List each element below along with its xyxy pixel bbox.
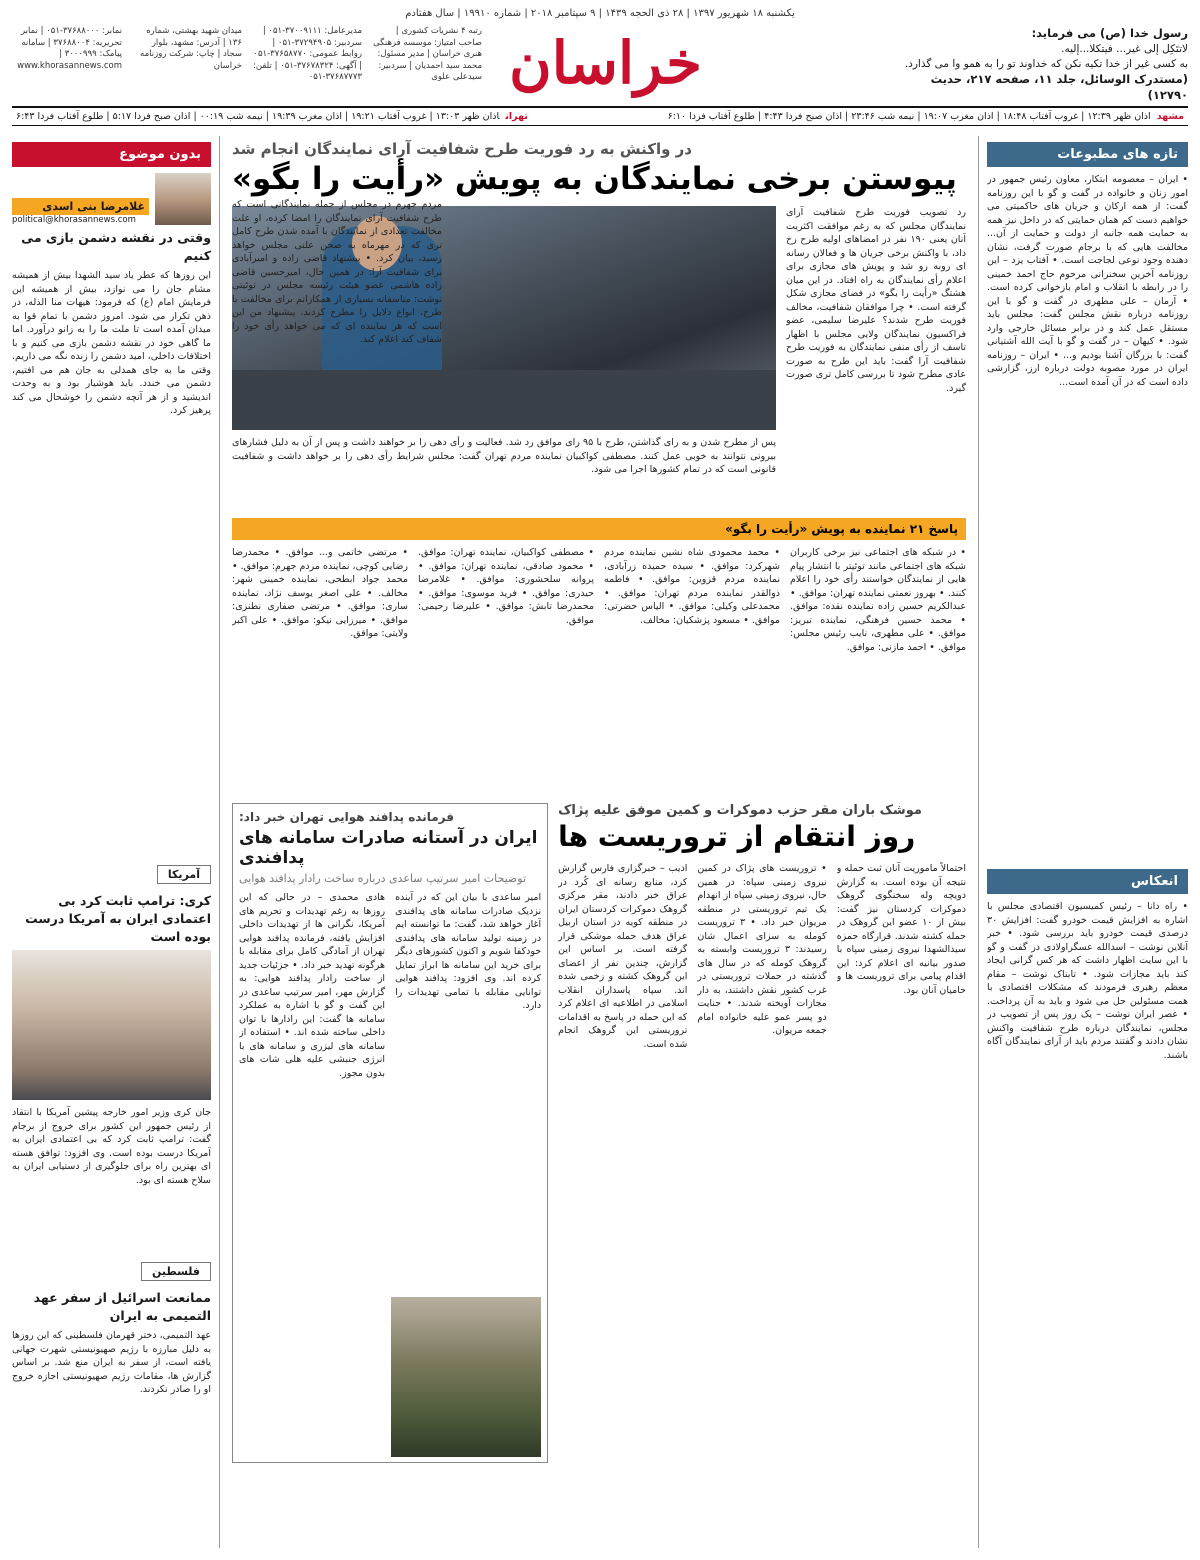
imprint-col-4: نمابر: ۳۷۶۸۸۰۰۰-۰۵۱ | نمابر تحریریه: ۳۷۶۸۸۰۰۴ | سامانه پیامک: ۳۰۰۰۹۹۹ | www.khorasannews.com xyxy=(17,26,122,71)
main-headline: پیوستن برخی نمایندگان به پویش «رأیت را بگو» xyxy=(232,161,957,197)
terror-col-2: • تروریست های پژاک در کمین نیروی زمینی سپاه: در همین حال، نیروی زمینی سپاه از انهدام یک تیم تروریستی در منطقه مریوان خبر داد. • ۳ تروریست کومله به سزای اعمال شان رسیدند: ۳ تروریست وابسته به گروهک کومله که در سال های گذشته در حملات تروریستی در غرب کشور نقش داشتند، به دار مجازات آویخته شدند. • جنایت دو پسر عمو علیه خانواده امام جمعه مریوان. xyxy=(697,863,827,1036)
press-news-text: • ایران – معصومه ابتکار، معاون رئیس جمهور در امور زنان و خانواده در گفت و گو با این روزنامه گفت: از همه ارکان و جریان های حاکمیتی می خواهیم دست کم همان حمایتی که در داخل نیز همه به حمایت همه جانبه از دولت و حمایت از آن... مخالفت هایی که با برجام صورت گرفت، نشان دهنده وجود نوعی لجاجت است. • آفتاب یزد – این روزنامه آخرین سخنرانی مرحوم حاج احمد خمینی را در رابطه با انقلاب و امام بازخوانی کرده است. • آرمان – علی مطهری در گفت و گو با این روزنامه درباره نقش مجلس گفت: مجلس باید مستقل عمل کند و در برابر مسائل خارجی وارد شود. • کیهان – در گفت و گو با آیت الله آشتیانی گفت: با بزرگان آشنا بودیم و... • ایران – روزنامه ایران در مورد مصوبه دولت درباره ارز، گزارشی داده است که در آن آمده است... xyxy=(987,174,1188,388)
hadith-title: رسول خدا (ص) می فرماید: xyxy=(1031,26,1188,40)
air-defense-col-2: هادی محمدی – در حالی که این روزها به رغم تهدیدات و تحریم های آمریکا، نگرانی ها از تهدیدات داخلی افزایش یافته، فرمانده پدافند هوایی تهران از آمادگی کامل برای مقابله با هرگونه تهدید خبر داد. • جزئیات جدید از ساخت رادار پدافند هوایی: به گزارش مهر، امیر سرتیپ ساعدی در این گفت و گو با اشاره به عملکرد سامانه ها گفت: این رادارها با توان داخلی ساخته شده اند. • استفاده از سامانه های لیزری و سامانه های با انرژی جنبشی علیه هلی شات های بدون مجوز. xyxy=(239,892,386,1079)
air-defense-kicker: فرمانده پدافند هوایی تهران خبر داد: xyxy=(239,810,454,824)
air-defense-box xyxy=(232,803,548,1463)
imprint-box xyxy=(12,26,482,84)
prayer-tehran-label: تهران xyxy=(505,111,528,122)
page-body xyxy=(12,136,1188,1548)
reflection-text: • راه دانا – رئیس کمیسیون اقتصادی مجلس با اشاره به افزایش قیمت خودرو گفت: افزایش ۳۰ درصدی قیمت خودرو باید بررسی شود. • خبر آنلاین نوشت – اسدالله عسگراولادی در گفت و گو با این سایت اظهار داشت که هر کس گرانی ایجاد کند باید مجازات شود. • تابناک نوشت – مقام معظم رهبری فرمودند که مشکلات اقتصادی با همت مسئولین حل می شود و باید به آن پرداخت. • عصر ایران نوشت – یک روز پس از تصویب در مجلس، نمایندگان درباره طرح شفافیت واکنش نشان دادند و گفتند مردم باید از آرای نمایندگان آگاه باشند. xyxy=(987,901,1188,1061)
answers-columns xyxy=(232,546,966,791)
air-defense-col-1: امیر ساعدی با بیان این که در آینده نزدیک صادرات سامانه های پدافندی آغاز خواهد شد، گفت: ما توانسته ایم در زمینه تولید سامانه های پدافندی خودکفا شویم و اکنون کشورهای دیگر برای خرید این سامانه ها ابراز تمایل کرده اند. وی افزود: پدافند هوایی توانایی مقابله با تمامی تهدیدات را دارد. xyxy=(395,892,542,1011)
main-article-col1: مردم جهرم در مجلس از جمله نمایندگانی است که طرح شفافیت آرای نمایندگان را امضا کرده، او علت مخالفت تعدادی از نمایندگان با آمده شدن طرح کامل تری که در مهرماه به صحن علنی مجلس خواهد رسید، بیان کرد. • پیشنهاد قاضی زاده و امیرآبادی برای شفافیت آرا: در همین حال، امیرحسین قاضی زاده هاشمی عضو هیئت رئیسه مجلس در توئیتی نوشت: متاسفانه بسیاری از همکارانم برای مخالفت با طرح، انواع دلایل را مطرح کردند. پیشنهاد من این است که هر نماینده ای که می خواهد رأی خود را شفاف کند اعلام کند. xyxy=(232,199,442,345)
imprint-col-1: رتبه ۴ نشریات کشوری | صاحب امتیاز: موسسه فرهنگی هنری خراسان | مدیر مسئول: محمد سید احمدیان | سردبیر: سیدعلی علوی xyxy=(373,26,482,82)
date-line: یکشنبه ۱۸ شهریور ۱۳۹۷ | ۲۸ ذی الحجه ۱۴۳۹ | ۹ سپتامبر ۲۰۱۸ | شماره ۱۹۹۱۰ | سال هفتادم xyxy=(405,8,795,19)
lower-section xyxy=(232,803,966,1463)
terror-col-1: احتمالاً ماموریت آنان ثبت حمله و نتیجه آن بوده است. به گزارش دویچه وله سخنگوی گروهک دموکرات کردستان نیز گفت: بیش از ۱۰ عضو این گروهک در حمله کشته شدند. قرارگاه حمزه سیدالشهدا نیروی زمینی سپاه با صدور بیانیه ای اعلام کرد: این اقدام پیامی برای تروریست ها و حامیان آنان بود. xyxy=(836,863,966,996)
author-name: غلامرضا بنی اسدی xyxy=(12,198,149,215)
hadith-source: (مستدرک الوسائل، جلد ۱۱، صفحه ۲۱۷، حدیث ۱۲۷۹۰) xyxy=(930,72,1188,102)
prayer-mashhad-label: مشهد xyxy=(1156,111,1184,122)
answers-bar: پاسخ ۲۱ نماینده به پویش «رأیت را بگو» xyxy=(232,518,966,540)
newspaper-logo: خراسان xyxy=(509,29,702,97)
prayer-mashhad-times: اذان ظهر ۱۲:۳۹ | غروب آفتاب ۱۸:۴۸ | اذان مغرب ۱۹:۰۷ | نیمه شب ۲۳:۴۶ | اذان صبح فردا ۴:۴۳ | طلوع آفتاب فردا ۶:۱۰ xyxy=(667,111,1151,122)
author-photo xyxy=(155,173,211,225)
prayer-tehran-times: اذان ظهر ۱۳:۰۳ | غروب آفتاب ۱۹:۲۱ | اذان مغرب ۱۹:۳۹ | نیمه شب ۰۰:۱۹ | اذان صبح فردا ۵:۱۷ | طلوع آفتاب فردا ۶:۴۳ xyxy=(16,111,500,122)
author-email: political@khorasannews.com xyxy=(12,215,136,225)
hadith-text: لاتتَکِل إلی غیر... فیتکلا...إلیه. xyxy=(1061,43,1188,55)
main-area xyxy=(232,136,966,1548)
imprint-col-2: مدیرعامل: ۳۷۰۰۹۱۱۱-۰۵۱ | سردبیر: ۳۷۲۹۴۹۰۵-۰۵۱ | روابط عمومی: ۳۷۶۵۸۷۷۰-۰۵۱ | آگهی: ۳۷۶۷۸۳۲۴-۰۵۱ | تلفن: ۳۷۶۸۷۷۷۳-۰۵۱ xyxy=(253,26,362,82)
section-press-news: تازه های مطبوعات xyxy=(987,142,1188,167)
column-headline-2: کری: ترامپ ثابت کرد بی اعتمادی ایران به آمریکا درست بوده است xyxy=(25,893,211,944)
section-no-subject: بدون موضوع xyxy=(12,142,211,167)
column-text-2: جان کری وزیر امور خارجه پیشین آمریکا با انتقاد از رئیس جمهور این کشور برای خروج از برجام گفت: ترامپ ثابت کرد که بی اعتمادی ایران به آمریکا درست بوده است. وی افزود: توافق هسته ای بهترین راه برای جلوگیری از دستیابی ایران به سلاح هسته ای بود. xyxy=(12,1107,211,1186)
hadith-box xyxy=(888,26,1188,104)
terror-col-3: ادیب – خبرگزاری فارس گزارش کرد، منابع رسانه ای کُرد در عراق خبر دادند، مقر مرکزی گروهک دموکرات کردستان ایران در منطقه کویه در استان اربیل عراق هدف حمله موشکی قرار گرفته است. بر اساس این گزارش، چندین نفر از اعضای این گروهک کشته و زخمی شده اند. سپاه پاسداران انقلاب اسلامی در اطلاعیه ای اعلام کرد که این حمله در پاسخ به اقدامات تروریستی این گروهک انجام شده است. xyxy=(558,863,688,1050)
answers-col-4: • مرتضی خاتمی و... موافق. • محمدرضا رضایی کوچی، نماینده مردم جهرم: موافق. • محمد جواد ابطحی، نماینده خمینی شهر: مخالف. • علی اصغر یوسف نژاد، نماینده ساری: موافق. • مرتضی صفاری نطنزی: موافق. • میرزایی نیکو: موافق. • علی اکبر ولایتی: موافق. xyxy=(232,547,408,639)
left-column xyxy=(12,136,220,1548)
author-info xyxy=(12,198,149,225)
commander-photo xyxy=(391,1297,541,1457)
air-defense-subtitle: توضیحات امیر سرتیپ ساعدی درباره ساخت رادار پدافند هوایی xyxy=(239,872,527,885)
imprint-col-3: میدان شهید بهشتی، شماره ۱۳۶ | آدرس: مشهد، بلوار سجاد | چاپ: شرکت روزنامه خراسان xyxy=(140,26,242,71)
answers-col-2: • محمد محمودی شاه نشین نماینده مردم شهرکرد: موافق. • سیده حمیده زرآبادی، نماینده مردم قزوین: موافق. • فاطمه ذوالقدر نماینده مردم تهران: موافق. • محمدعلی وکیلی: موافق. • الیاس حضرتی: موافق. • مسعود پزشکیان: مخالف. xyxy=(604,547,780,626)
tab-palestine: فلسطین xyxy=(141,1262,211,1281)
main-article-col3: رد تصویب فوریت طرح شفافیت آرای نمایندگان مجلس که به رغم موافقت اکثریت آنان یعنی ۱۹۰ نفر در امضاهای اولیه طرح رخ داد، با واکنش برخی جریان ها و فعالان رسانه ای روبه رو شد و پویش های مجازی برای اعلام رأی نمایندگان به راه افتاد. در این میان هشتگ «رأیت را بگو» در فضای مجازی شکل گرفته است. • چرا موافقان شفافیت، مخالف فوریت طرح شدند؟ علیرضا سلیمی، عضو فراکسیون نمایندگان ولایی مجلس با اظهار تاسف از رأی منفی نمایندگان به فوریت طرح شفافیت آرا گفت: باید این طرح به صورت عادی مطرح شود تا بررسی کامل تری صورت گیرد. xyxy=(786,207,966,394)
air-defense-headline: ایران در آستانه صادرات سامانه های پدافندی xyxy=(239,828,538,868)
prayer-tehran xyxy=(16,111,528,122)
column-headline-3: ممانعت اسرائیل از سفر عهد التمیمی به ایران xyxy=(33,1290,211,1323)
answers-col-1: • در شبکه های اجتماعی نیز برخی کاربران شبکه های اجتماعی مانند توئیتر با انتشار پیام هایی از نمایندگان خواستند رأی خود را اعلام کنند. • بهروز نعمتی نماینده تهران: موافق. • عبدالکریم حسین زاده نماینده نقده: موافق. • محمد حسین فرهنگی، نماینده تبریز: موافق. • علی مطهری، نایب رئیس مجلس: موافق. • احمد مازنی: موافق. xyxy=(790,547,966,653)
section-reflection: انعکاس xyxy=(987,869,1188,894)
main-article-col2: پس از مطرح شدن و به رای گذاشتن، طرح با ۹۵ رای موافق رد شد. فعالیت و رأی دهی را بر خواهند داشت و پس از آن به دلیل فشارهای بیرونی نتوانند به خوبی عمل کنند. مصطفی کواکبیان نماینده مردم تهران گفت: مجلس شرایط رأی دهی را بر خواهد داشت و شفافیت قانونی است که در تمام کشورها اجرا می شود. xyxy=(232,437,776,476)
terror-columns xyxy=(558,862,966,1462)
answers-col-3: • مصطفی کواکبیان، نماینده تهران: موافق. • محمود صادقی، نماینده تهران: موافق. • پروانه سلحشوری: موافق. • غلامرضا حیدری: موافق. • فرید موسوی: موافق. • محمدرضا تابش: موافق. • علیرضا رحیمی: موافق. xyxy=(418,547,594,626)
air-defense-columns xyxy=(239,891,541,1291)
column-text-1: این روزها که عطر یاد سید الشهدا بیش از همیشه مشام جان را می نوازد، بیش از همیشه این فرمایش امام (ع) که فرمود: هیهات منا الذله، در ذهن تکرار می شود. امروز دشمن با تمام قوا به میدان آمده است تا ملت ما را به زانو درآورد. اما ما گاهی خود در نقشه دشمن بازی می کنیم و با اختلافات داخلی، امید دشمن را زنده نگه می داریم. وقتی ما به جای همدلی به جان هم می افتیم، دشمن می خندد. باید هوشیار بود و به وحدت اندیشید و از هر آنچه دشمن را خوشحال می کند پرهیز کرد. xyxy=(12,270,211,416)
terror-headline: روز انتقام از تروریست ها xyxy=(558,820,916,853)
main-kicker: در واکنش به رد فوریت طرح شفافیت آرای نمایندگان انجام شد xyxy=(232,140,692,158)
terror-kicker: موشک باران مقر حزب دموکرات و کمین موفق علیه پژاک xyxy=(558,803,922,818)
hadith-translation: به کسی غیر از خدا تکیه نکن که خداوند تو را به همو وا می گذارد. xyxy=(904,58,1188,70)
terror-article xyxy=(558,803,966,1463)
masthead xyxy=(12,22,1188,108)
right-column xyxy=(978,136,1188,1548)
prayer-mashhad xyxy=(668,111,1184,122)
john-kerry-photo xyxy=(12,950,211,1100)
author-block xyxy=(12,173,211,225)
column-headline-1: وقتی در نقشه دشمن بازی می کنیم xyxy=(21,230,211,263)
tab-america: آمریکا xyxy=(157,865,211,884)
prayer-times-bar xyxy=(12,108,1188,126)
column-text-3: عهد التمیمی، دختر قهرمان فلسطینی که این روزها به دلیل مبارزه با رژیم صهیونیستی شهرت جهانی یافته است، از سفر به ایران منع شد. بر اساس گزارش ها، مقامات رژیم صهیونیستی اجازه خروج او را صادر نکردند. xyxy=(12,1330,211,1395)
